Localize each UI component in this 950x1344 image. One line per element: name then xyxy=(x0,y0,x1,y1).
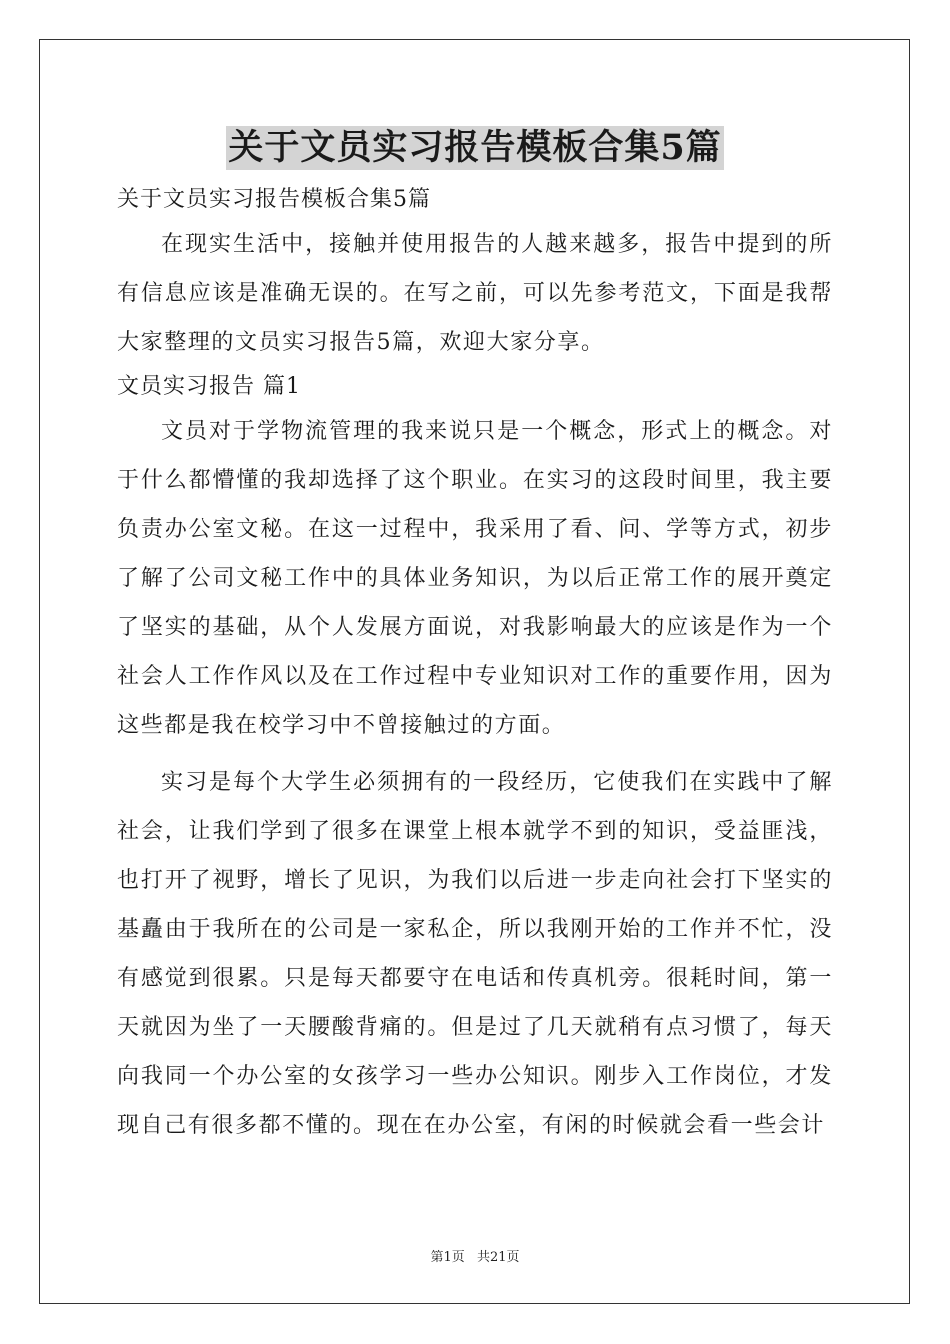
title-container xyxy=(0,126,950,170)
body-paragraph-1: 文员对于学物流管理的我来说只是一个概念，形式上的概念。对于什么都懵懂的我却选择了这个职业。在实习的这段时间里，我主要负责办公室文秘。在这一过程中，我采用了看、问、学等方式，初步了解了公司文秘工作中的具体业务知识，为以后正常工作的展开奠定了坚实的基础，从个人发展方面说，对我影响最大的应该是作为一个社会人工作作风以及在工作过程中专业知识对工作的重要作用，因为这些都是我在校学习中不曾接触过的方面。 xyxy=(117,419,833,738)
page-total: 共21页 xyxy=(476,1250,520,1265)
body-paragraph-2: 实习是每个大学生必须拥有的一段经历，它使我们在实践中了解社会，让我们学到了很多在课堂上根本就学不到的知识，受益匪浅，也打开了视野，增长了见识，为我们以后进一步走向社会打下坚实的基矗由于我所在的公司是一家私企，所以我刚开始的工作并不忙，没有感觉到很累。只是每天都要守在电话和传真机旁。很耗时间，第一天就因为坐了一天腰酸背痛的。但是过了几天就稍有点习惯了，每天向我同一个办公室的女孩学习一些办公知识。刚步入工作岗位，才发现自己有很多都不懂的。现在在办公室，有闲的时候就会看一些会计 xyxy=(117,770,833,1138)
page-number: 第1页 xyxy=(430,1250,465,1265)
document-subtitle: 关于文员实习报告模板合集5篇 xyxy=(117,187,431,212)
document-title: 关于文员实习报告模板合集5篇 xyxy=(228,127,722,168)
intro-paragraph: 在现实生活中，接触并使用报告的人越来越多，报告中提到的所有信息应该是准确无误的。在写之前，可以先参考范文，下面是我帮大家整理的文员实习报告5篇，欢迎大家分享。 xyxy=(117,232,833,355)
document-body xyxy=(117,180,833,1150)
section-heading: 文员实习报告 篇1 xyxy=(117,374,301,399)
page-footer xyxy=(0,1246,950,1265)
